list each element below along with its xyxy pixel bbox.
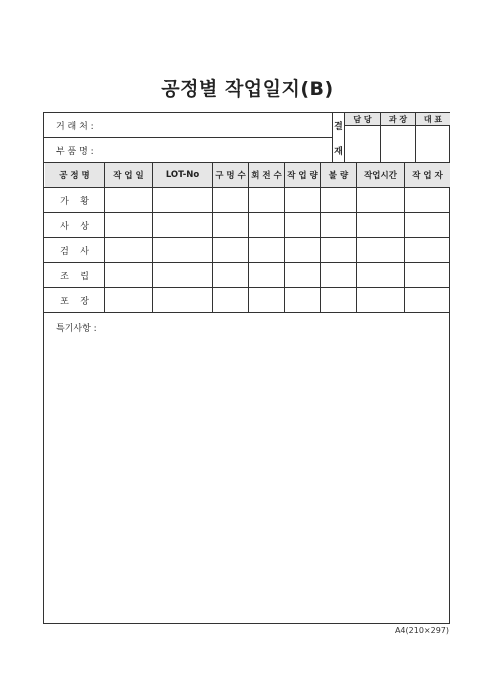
sign-box-chief[interactable] <box>381 126 415 162</box>
worklog-form <box>43 112 450 624</box>
table-cell[interactable] <box>213 213 248 237</box>
paper-size-label: A4(210×297) <box>394 626 449 635</box>
table-cell[interactable] <box>285 288 320 312</box>
divider <box>320 162 321 312</box>
column-header: LOT-No <box>153 163 212 187</box>
table-cell[interactable] <box>153 263 212 287</box>
divider <box>404 162 405 312</box>
column-header: 불 량 <box>321 163 356 187</box>
client-field <box>44 113 332 137</box>
table-cell[interactable] <box>357 263 404 287</box>
table-cell[interactable] <box>153 288 212 312</box>
table-cell[interactable] <box>105 288 152 312</box>
process-name: 포 장 <box>60 296 89 307</box>
table-cell[interactable] <box>405 188 450 212</box>
table-cell[interactable] <box>321 238 356 262</box>
client-label: 거 래 처 : <box>56 121 94 132</box>
column-header: 공 정 명 <box>45 163 104 187</box>
table-cell[interactable] <box>405 238 450 262</box>
divider <box>356 162 357 312</box>
divider <box>152 162 153 312</box>
approval-header-ceo: 대 표 <box>416 113 450 125</box>
table-cell[interactable] <box>321 188 356 212</box>
table-cell[interactable] <box>285 263 320 287</box>
approval-header-manager: 담 당 <box>345 113 380 125</box>
table-cell[interactable] <box>153 238 212 262</box>
table-cell[interactable] <box>105 188 152 212</box>
table-cell[interactable] <box>285 213 320 237</box>
table-cell[interactable] <box>249 288 284 312</box>
table-cell[interactable] <box>105 238 152 262</box>
table-cell[interactable] <box>153 213 212 237</box>
table-cell[interactable] <box>357 213 404 237</box>
table-cell[interactable] <box>249 213 284 237</box>
column-header: 구 멍 수 <box>213 163 248 187</box>
table-cell[interactable] <box>321 213 356 237</box>
table-cell[interactable] <box>285 188 320 212</box>
process-name: 검 사 <box>60 246 89 257</box>
table-cell[interactable] <box>213 288 248 312</box>
divider <box>284 162 285 312</box>
column-header: 작 업 량 <box>285 163 320 187</box>
table-cell[interactable] <box>213 238 248 262</box>
table-cell[interactable] <box>357 238 404 262</box>
part-field <box>44 138 332 162</box>
table-cell[interactable] <box>321 288 356 312</box>
approval-side-top: 결 <box>334 122 343 132</box>
table-cell[interactable] <box>153 188 212 212</box>
table-cell[interactable] <box>105 213 152 237</box>
table-cell[interactable] <box>357 288 404 312</box>
notes-label: 특기사항 : <box>56 324 97 334</box>
part-label: 부 품 명 : <box>56 146 94 157</box>
page-title: 공정별 작업일지(B) <box>161 78 334 100</box>
table-cell[interactable] <box>213 188 248 212</box>
table-cell[interactable] <box>249 188 284 212</box>
table-cell[interactable] <box>357 188 404 212</box>
notes-area[interactable] <box>44 313 450 624</box>
table-cell[interactable] <box>405 263 450 287</box>
approval-side-bottom: 재 <box>334 146 343 157</box>
column-header: 작 업 일 <box>105 163 152 187</box>
approval-header-chief: 과 장 <box>381 113 415 125</box>
divider <box>44 137 332 138</box>
table-cell[interactable] <box>321 263 356 287</box>
process-name: 사 상 <box>60 221 89 232</box>
process-name: 조 립 <box>60 271 89 282</box>
table-cell[interactable] <box>105 263 152 287</box>
divider <box>248 162 249 312</box>
table-cell[interactable] <box>405 288 450 312</box>
sign-box-manager[interactable] <box>345 126 380 162</box>
column-header: 작업시간 <box>357 163 404 187</box>
table-cell[interactable] <box>249 263 284 287</box>
process-name: 가 황 <box>60 196 89 207</box>
sign-box-ceo[interactable] <box>416 126 450 162</box>
table-cell[interactable] <box>405 213 450 237</box>
table-cell[interactable] <box>249 238 284 262</box>
column-header: 작 업 자 <box>405 163 450 187</box>
divider <box>212 162 213 312</box>
table-cell[interactable] <box>285 238 320 262</box>
table-cell[interactable] <box>213 263 248 287</box>
divider <box>104 162 105 312</box>
column-header: 회 전 수 <box>249 163 284 187</box>
